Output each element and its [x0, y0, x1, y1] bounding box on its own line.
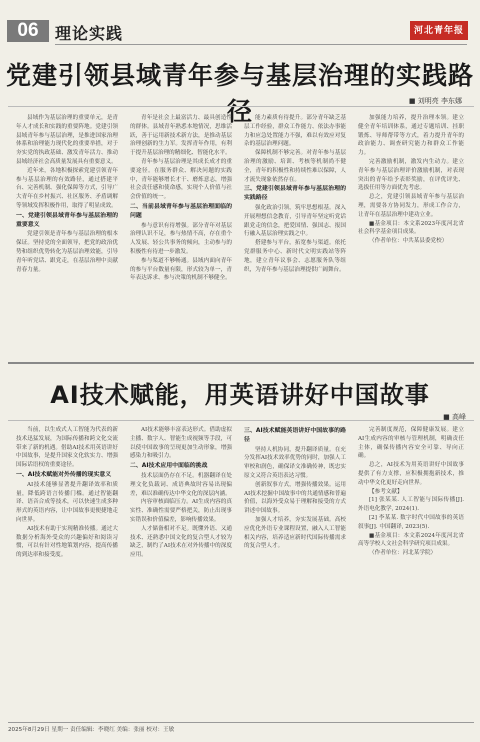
- paragraph: 当前，以生成式人工智能为代表的新技术迅猛发展，为国际传播和跨文化交流带来了新的机遇。借助AI技术用英语讲好中国故事，是提升国家文化软实力、增强国际话语权的重要途径。: [16, 427, 118, 469]
- paragraph: [2] 李某某. 数字时代中国故事的英语叙事[J]. 中国翻译, 2023(5).: [358, 514, 464, 530]
- section-heading: 三、AI技术赋能英语讲好中国故事的路径: [244, 428, 346, 443]
- article1-column-2: [130, 114, 232, 350]
- paragraph: 创新叙事方式，增强传播效果。运用AI技术挖掘中国故事中的共通情感和普遍价值，以海外受众易于理解和接受的方式讲述中国故事。: [244, 481, 346, 515]
- paragraph: （作者单位：河北某学院）: [369, 550, 437, 557]
- article1-byline: ■ 刘明亮 李东娜: [408, 97, 462, 105]
- page-header: [0, 20, 480, 42]
- header-rule: [55, 44, 467, 45]
- paragraph: 强化政治引领，筑牢思想根基。深入开展理想信念教育，引导青年坚定听党话跟党走的信念，把爱国情、强国志、报国行融入基层治理实践之中。: [244, 204, 346, 238]
- paragraph: 【参考文献】: [369, 488, 403, 495]
- paragraph: 搭建参与平台，拓宽参与渠道。依托党群服务中心、新时代文明实践站等阵地，建立青年议事会、志愿服务队等组织，为青年参与基层治理提供广阔舞台。: [244, 240, 346, 273]
- paragraph: 总之，AI技术为用英语讲好中国故事提供了有力支撑，应积极拥抱新技术，推动中华文化更好走向世界。: [358, 462, 464, 486]
- article1-title: 党建引领县域青年参与基层治理的实践路径: [5, 61, 474, 126]
- article1-column-3: [244, 114, 346, 350]
- paragraph: 参与渠道不够畅通。县域内面向青年的参与平台数量有限，形式较为单一，青年表达诉求、参与决策的机制不够健全。: [130, 257, 232, 282]
- paragraph: 青年是社会上最富活力、最具创造性的群体。县域青年熟悉本地情况，思维活跃，善于运用新技术新方法，是推动基层治理创新的生力军。发挥青年作用，有利于提升基层治理的精细化、智能化水平。: [130, 115, 232, 157]
- paragraph: 能力素质有待提升。部分青年缺乏基层工作经验，群众工作能力、依法办事能力和应急处置能力不强，难以有效应对复杂的基层治理问题。: [244, 115, 346, 148]
- section-heading: 三、党建引领县域青年参与基层治理的实践路径: [244, 186, 346, 202]
- paragraph: 技术层面仍存在不足。机器翻译在处理文化负载词、成语典故时容易出现偏差，难以准确传达中华文化的深层内涵。: [130, 472, 232, 497]
- paragraph: 坚持人机协同，提升翻译质量。在充分发挥AI技术效率优势的同时，加强人工审校和润色，确保译文准确传神，既忠实原文又符合英语表达习惯。: [244, 446, 346, 479]
- article2-column-2: [130, 426, 232, 716]
- article2-column-3: [244, 426, 346, 716]
- paragraph: [1] 张某某. 人工智能与国际传播[J]. 外语电化教学, 2024(1).: [358, 497, 464, 513]
- paragraph: 完善制度规范，保障健康发展。建立AI生成内容的审核与管理机制，明确责任主体，确保传播内容安全可靠、导向正确。: [358, 427, 464, 460]
- article2-rule: [8, 420, 474, 421]
- paragraph: 保障机制不够完善。对青年参与基层治理的激励、培训、考核等机制尚不健全，青年的积极性和持续性难以保障，人才流失现象依然存在。: [244, 150, 346, 183]
- paragraph: 青年参与基层治理是其成长成才的重要途径。在服务群众、解决问题的实践中，青年能够增长才干、磨炼意志，增强社会责任感和使命感，实现个人价值与社会价值的统一。: [130, 158, 232, 201]
- article2-column-4: [358, 426, 464, 716]
- article1-rule: [8, 106, 474, 107]
- article1-column-1: [16, 114, 118, 350]
- section-heading: 一、AI技术赋能对外传播的现实意义: [16, 471, 112, 478]
- paragraph: ■基金项目：本文系2023年度河北省社会科学基金项目成果。: [358, 220, 464, 236]
- paragraph: 县域作为基层治理的重要单元，是青年人才成长和实践的重要阵地。党建引领县域青年参与基层治理，是推进国家治理体系和治理能力现代化的重要举措，对于夯实党的执政基础、激发青年活力、推动县域经济社会高质量发展具有重要意义。: [16, 115, 118, 165]
- paragraph: 近年来，各地积极探索党建引领青年参与基层治理的有效路径，通过搭建平台、完善机制、强化保障等方式，引导广大青年在乡村振兴、社区服务、矛盾调解等领域发挥积极作用，取得了明显成效。: [16, 167, 118, 209]
- section-heading: 二、AI技术应用中面临的挑战: [130, 463, 208, 470]
- paragraph: 完善激励机制，激发内生动力。建立青年参与基层治理评价激励机制，对表现突出的青年给予表彰奖励，在评优评先、选拔任用等方面优先考虑。: [358, 158, 464, 192]
- paragraph: AI技术有助于实现精准传播。通过大数据分析海外受众的兴趣偏好和阅读习惯，可以有针对性地策划内容，提高传播的到达率和接受度。: [16, 525, 118, 559]
- paragraph: ■基金项目：本文系2024年度河北省高等学校人文社会科学研究项目成果。: [358, 532, 464, 548]
- article-divider: [8, 362, 474, 364]
- paragraph: 总之，党建引领县域青年参与基层治理，需要各方协同发力，形成工作合力，让青年在基层治理中建功立业。: [358, 194, 464, 218]
- column-name: 理论实践: [55, 24, 124, 43]
- paragraph: 内容审核面临压力。AI生成内容的真实性、准确性需要严格把关，防止出现事实错误和价值偏差，影响传播效果。: [130, 499, 232, 523]
- newspaper-logo: 河北青年报: [410, 23, 468, 40]
- paragraph: 党建引领是青年参与基层治理的根本保证。坚持党的全面领导，把党的政治优势和组织优势转化为基层治理效能，引导青年听党话、跟党走，在基层治理中贡献青春力量。: [16, 231, 118, 273]
- paragraph: 加强人才培养，夯实发展基础。高校应优化外语专业课程设置，融入人工智能相关内容，培养适应新时代国际传播需求的复合型人才。: [244, 516, 346, 550]
- paragraph: 人才储备相对不足。既懂外语、又通技术、还熟悉中国文化的复合型人才较为缺乏，制约了AI技术在对外传播中的深度应用。: [130, 525, 232, 559]
- paragraph: 参与意识有待增强。部分青年对基层治理认识不足，参与热情不高，存在重个人发展、轻公共事务的倾向，主动参与的积极性有待进一步激发。: [130, 222, 232, 255]
- paragraph: AI技术能够丰富表达形式。借助虚拟主播、数字人、智能生成视频等手段，可以使中国故事的呈现更加生动形象，增强感染力和吸引力。: [130, 427, 232, 460]
- article2-byline: ■ 高峰: [443, 413, 466, 421]
- section-heading: 一、党建引领县域青年参与基层治理的重要意义: [16, 212, 118, 228]
- paragraph: 加强能力培养，提升治理本领。建立健全青年培训体系，通过专题培训、挂职锻炼、导师帮带等方式，着力提升青年的政治能力、调查研究能力和群众工作能力。: [358, 115, 464, 157]
- article2-column-1: [16, 426, 118, 716]
- paragraph: （作者单位：中共某县委党校）: [369, 238, 448, 245]
- page-footer: 2025年8月29日 星期一 责任编辑：李晓红 美编：张丽 校对：王敏: [8, 722, 474, 733]
- paragraph: AI技术能够显著提升翻译效率和质量，降低跨语言传播门槛。通过智能翻译、语音合成等技术，可以快速生成多种形式的英语内容，让中国故事更便捷地走向世界。: [16, 481, 118, 523]
- article1-column-4: [358, 114, 464, 350]
- page-number: 06: [7, 20, 49, 42]
- section-heading: 二、当前县域青年参与基层治理面临的问题: [130, 203, 232, 219]
- article2-title: AI技术赋能，用英语讲好中国故事: [50, 381, 430, 409]
